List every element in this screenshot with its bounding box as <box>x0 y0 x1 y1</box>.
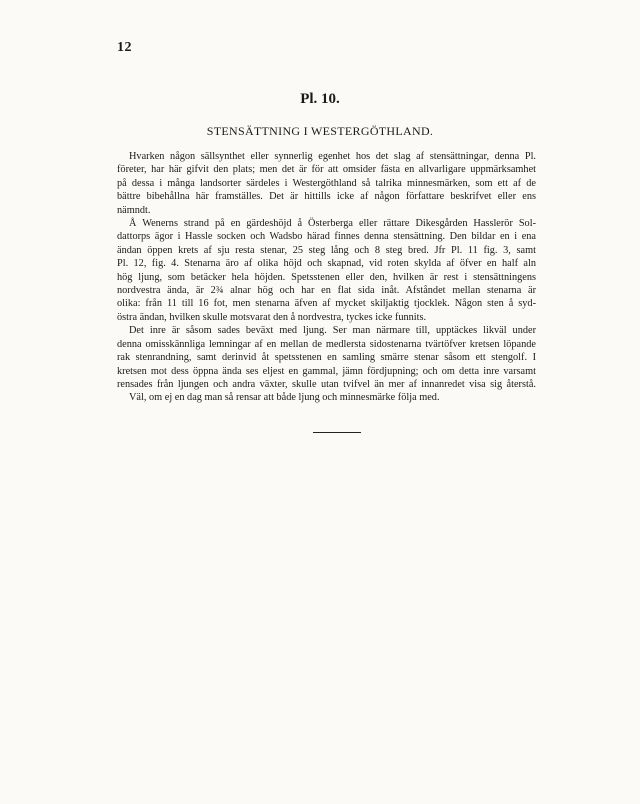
text-line: Hvarken någon sällsynthet eller synnerlig egenhet hos det slag af stensättningar, denna Pl. <box>129 151 536 162</box>
text-line: nordvestra ända, är 2¾ alnar hög och har en flat sida inåt. Afståndet mellan stenarna är <box>117 285 536 297</box>
text-line: Å Wenerns strand på en gärdeshöjd å Österberga eller rättare Dikesgården Hasslerör Sol- <box>129 218 536 230</box>
page-number: 12 <box>117 40 132 55</box>
text-line: Det inre är såsom sades beväxt med ljung. Ser man närmare till, upptäckes likväl under <box>129 325 536 337</box>
text-line: nämndt. <box>117 204 151 216</box>
body-text <box>117 150 536 405</box>
text-line: företer, har här gifvit den plats; men det är för att omsider fästa en allvarligare uppmärksamhet <box>117 164 536 176</box>
text-line: kretsen mot dess öppna ända ses eljest en gammal, jämn fördjupning; och om detta inre varsamt <box>117 365 536 377</box>
text-line: rensades från ljungen och andra växter, skulle utan tvifvel än mer af innanredet visa sig återstå. <box>117 378 536 390</box>
section-title: STENSÄTTNING I WESTERGÖTHLAND. <box>206 124 434 138</box>
closing-rule <box>313 432 361 433</box>
text-line: Pl. 12, fig. 4. Stenarna äro af olika höjd och skapnad, vid roten skylda af öfver en half aln <box>117 258 536 270</box>
text-line: denna omisskännliga lemningar af en mellan de medlersta sidostenarna tvärtöfver kretsen löpande <box>117 338 536 350</box>
text-line: hög ljung, som betäcker hela höjden. Spetsstenen eller den, hvilken är rest i stensättningens <box>117 271 536 283</box>
text-line: bättre bibehållna här framställes. Det är hittills icke af någon författare beskrifvet eller ens <box>117 191 536 203</box>
text-line: olika: från 11 till 16 fot, men stenarna äfven af mycket skiljaktig tjocklek. Någon sten å syd- <box>117 298 536 310</box>
text-line: ändan öppen krets af sju resta stenar, 25 steg lång och 8 steg bred. Jfr Pl. 11 fig. 3, samt <box>117 244 536 256</box>
text-line: östra ändan, hvilken skulle motsvarat den å nordvestra, tyckes icke funnits. <box>117 311 427 323</box>
text-line: rak stenrandning, samt derinvid åt spetsstenen en samling smärre stenar såsom ett stengolf. I <box>117 352 536 364</box>
text-line: dattorps ägor i Hassle socken och Wadsbo härad finnes denna stensättning. Den bildar en i ena <box>117 231 536 243</box>
text-line: på dessa i många landsorter särdeles i Westergöthland så talrika minnesmärken, som ett af de <box>117 177 536 189</box>
text-line: Väl, om ej en dag man så rensar att både ljung och minnesmärke följa med. <box>129 392 440 404</box>
plate-title: Pl. 10. <box>300 91 340 107</box>
